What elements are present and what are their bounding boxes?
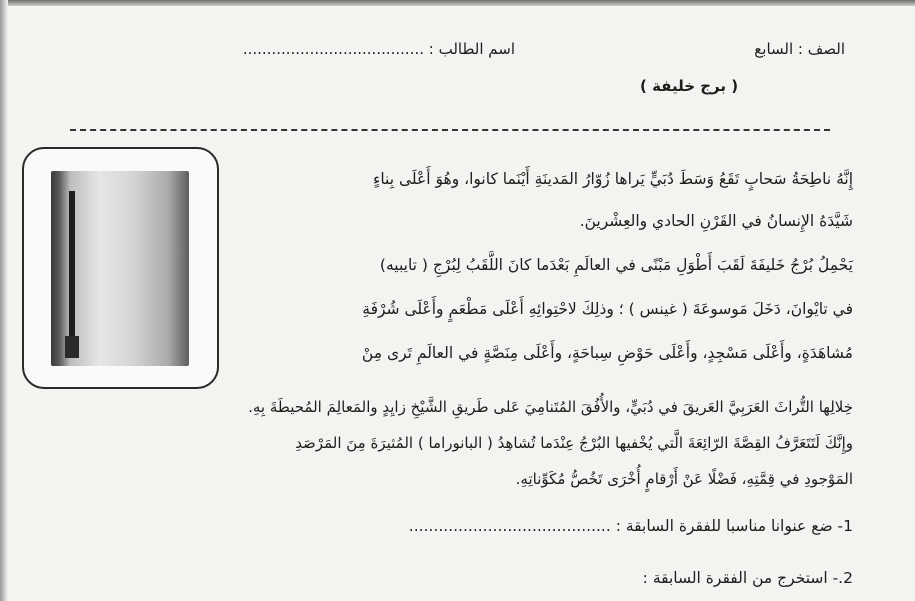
scan-top-edge — [0, 0, 915, 6]
paragraph-line-5: مُشاهَدَةٍ، وأَعْلَى مَسْجِدٍ، وأَعْلَى حَوْضِ سِباحَةٍ، وأَعْلَى مِنَصَّةٍ في العالَمِ تَرى مِنْ — [361, 344, 853, 362]
worksheet-title: ( برج خليفة ) — [640, 77, 739, 95]
paragraph-line-7: وإِنَّكَ لَتَتَعَرَّفُ القِصَّةَ الرّائِعَةَ الَّتي يُخْفيها البُرْجُ عِنْدَما تُشاهِدُ ( البانوراما ) المُثيرَةَ مِنَ المَرْصَدِ — [295, 434, 853, 452]
tower-silhouette — [69, 191, 75, 351]
question-1: 1- ضع عنوانا مناسبا للفقرة السابقة : ......................................... — [408, 517, 853, 535]
burj-khalifa-photo-frame — [22, 147, 219, 389]
divider-dashed — [70, 129, 830, 131]
paragraph-line-6: خِلالِها التُّراثَ العَرَبِيَّ العَريقَ في دُبَيٍّ، والأُفُقَ المُتَنامِيَ عَلى طَريقِ الشَّيْخِ زايِدٍ والمَعالِمَ المُحيطَةَ بِهِ. — [248, 398, 853, 416]
tower-base — [65, 336, 79, 358]
student-name-field: اسم الطالب : ...................................... — [242, 40, 515, 58]
grade-label: الصف : السابع — [754, 40, 845, 58]
paragraph-line-1: إِنَّهُ ناطِحَةُ سَحابٍ تَقَعُ وَسَطَ دُبَيٍّ يَراها زُوّارُ المَدينَةِ أَيْنَما كانوا، وهُوَ أَعْلَى بِناءٍ — [373, 170, 853, 188]
paragraph-line-8: المَوْجودِ في قِمَّتِهِ، فَضْلًا عَنْ أَرْقامٍ أُخْرَى تَخُصُّ مُكَوِّناتِهِ. — [515, 470, 853, 488]
burj-khalifa-photo — [51, 171, 189, 366]
question-2: 2.- استخرج من الفقرة السابقة : — [642, 569, 853, 587]
scan-left-edge — [0, 0, 8, 601]
paragraph-line-3: يَحْمِلُ بُرْجُ خَليفَةَ لَقَبَ أَطْوَلِ مَبْنًى في العالَمِ بَعْدَما كانَ اللَّقَبُ لِبُرْجِ ( تايبيه) — [379, 256, 853, 274]
paragraph-line-4: في تايْوانَ، دَخَلَ مَوسوعَةَ ( غينس ) ؛ وذلِكَ لاحْتِوائِهِ أَعْلَى مَطْعَمٍ وأَعْلَى شُرْفَةِ — [362, 300, 853, 318]
paragraph-line-2: شَيَّدَهُ الإِنسانُ في القَرْنِ الحادي والعِشْرينَ. — [579, 212, 853, 230]
